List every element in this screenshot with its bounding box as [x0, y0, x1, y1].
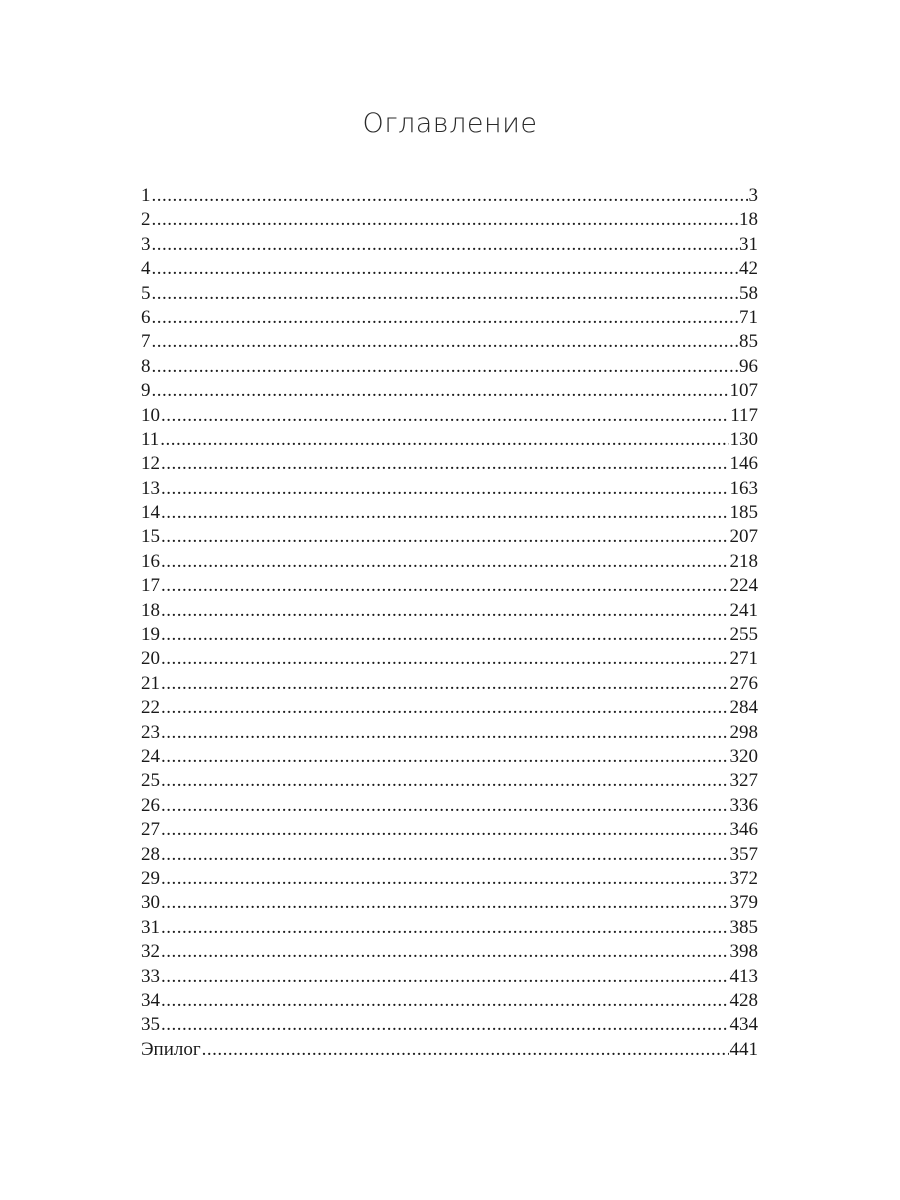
toc-dot-leader — [152, 233, 739, 257]
toc-entry[interactable] — [141, 208, 758, 232]
toc-entry-label: 35 — [141, 1014, 160, 1036]
toc-entry-page-number: 284 — [729, 697, 758, 719]
toc-entry[interactable] — [141, 696, 758, 720]
toc-entry[interactable] — [141, 330, 758, 354]
toc-dot-leader — [152, 184, 748, 208]
toc-entry[interactable] — [141, 647, 758, 671]
toc-entry-label: 25 — [141, 770, 160, 792]
toc-entry-label: 16 — [141, 550, 160, 572]
toc-dot-leader — [161, 574, 729, 598]
toc-entry-label: 10 — [141, 404, 160, 426]
toc-entry[interactable] — [141, 769, 758, 793]
toc-entry-page-number: 96 — [739, 355, 758, 377]
toc-entry-page-number: 346 — [729, 819, 758, 841]
toc-dot-leader — [161, 477, 729, 501]
toc-dot-leader — [152, 282, 739, 306]
toc-entry-label: 21 — [141, 672, 160, 694]
toc-entry-page-number: 357 — [729, 843, 758, 865]
toc-dot-leader — [161, 989, 729, 1013]
toc-entry[interactable] — [141, 574, 758, 598]
toc-entry[interactable] — [141, 989, 758, 1013]
toc-dot-leader — [161, 721, 729, 745]
toc-entry[interactable] — [141, 501, 758, 525]
toc-dot-leader — [202, 1038, 729, 1062]
toc-entry[interactable] — [141, 672, 758, 696]
toc-entry-page-number: 31 — [739, 233, 758, 255]
toc-entry-page-number: 224 — [729, 575, 758, 597]
toc-entry-page-number: 441 — [729, 1038, 758, 1060]
toc-entry-label: 26 — [141, 794, 160, 816]
toc-entry-page-number: 85 — [739, 331, 758, 353]
toc-entry-page-number: 71 — [739, 306, 758, 328]
toc-entry-page-number: 185 — [729, 502, 758, 524]
toc-entry-page-number: 298 — [729, 721, 758, 743]
toc-dot-leader — [152, 208, 739, 232]
toc-dot-leader — [161, 550, 729, 574]
toc-entry[interactable] — [141, 404, 758, 428]
toc-entry-page-number: 241 — [729, 599, 758, 621]
toc-entry-page-number: 18 — [739, 209, 758, 231]
toc-entry[interactable] — [141, 428, 758, 452]
toc-entry-label: 33 — [141, 965, 160, 987]
toc-entry[interactable] — [141, 867, 758, 891]
toc-entry[interactable] — [141, 940, 758, 964]
toc-dot-leader — [152, 379, 729, 403]
toc-entry[interactable] — [141, 745, 758, 769]
toc-entry[interactable] — [141, 233, 758, 257]
toc-entry-label: 2 — [141, 209, 151, 231]
toc-entry-label: 3 — [141, 233, 151, 255]
toc-dot-leader — [161, 501, 729, 525]
toc-dot-leader — [161, 794, 729, 818]
toc-entry-page-number: 107 — [729, 380, 758, 402]
toc-entry[interactable] — [141, 550, 758, 574]
toc-dot-leader — [161, 404, 729, 428]
toc-entry-page-number: 163 — [729, 477, 758, 499]
toc-entry[interactable] — [141, 599, 758, 623]
toc-entry-label: 13 — [141, 477, 160, 499]
toc-entry-page-number: 218 — [729, 550, 758, 572]
toc-entry-label: 27 — [141, 819, 160, 841]
toc-entry-page-number: 207 — [729, 526, 758, 548]
toc-entry-label: 34 — [141, 989, 160, 1011]
toc-entry[interactable] — [141, 818, 758, 842]
toc-dot-leader — [161, 769, 729, 793]
toc-entry-label: 15 — [141, 526, 160, 548]
table-of-contents — [141, 184, 758, 1062]
toc-dot-leader — [152, 330, 739, 354]
toc-entry-page-number: 385 — [729, 916, 758, 938]
toc-entry-label: 9 — [141, 380, 151, 402]
toc-entry-label: 19 — [141, 624, 160, 646]
toc-entry-page-number: 146 — [729, 453, 758, 475]
toc-entry[interactable] — [141, 1038, 758, 1062]
toc-dot-leader — [161, 940, 729, 964]
toc-entry[interactable] — [141, 257, 758, 281]
toc-dot-leader — [161, 525, 729, 549]
toc-entry-label: 18 — [141, 599, 160, 621]
toc-entry-label: 7 — [141, 331, 151, 353]
toc-entry-page-number: 271 — [729, 648, 758, 670]
toc-entry-label: Эпилог — [141, 1038, 201, 1060]
toc-entry-page-number: 130 — [729, 428, 758, 450]
toc-entry-label: 6 — [141, 306, 151, 328]
toc-entry[interactable] — [141, 721, 758, 745]
toc-entry[interactable] — [141, 477, 758, 501]
toc-entry[interactable] — [141, 891, 758, 915]
toc-entry-page-number: 434 — [729, 1014, 758, 1036]
toc-entry-page-number: 276 — [729, 672, 758, 694]
toc-entry-label: 31 — [141, 916, 160, 938]
toc-dot-leader — [161, 818, 729, 842]
toc-entry-page-number: 398 — [729, 941, 758, 963]
toc-dot-leader — [161, 891, 729, 915]
toc-entry-label: 22 — [141, 697, 160, 719]
toc-dot-leader — [161, 843, 729, 867]
toc-dot-leader — [152, 355, 739, 379]
toc-entry-page-number: 42 — [739, 258, 758, 280]
toc-entry[interactable] — [141, 965, 758, 989]
toc-entry[interactable] — [141, 355, 758, 379]
toc-entry[interactable] — [141, 306, 758, 330]
toc-entry-label: 8 — [141, 355, 151, 377]
toc-entry-label: 20 — [141, 648, 160, 670]
toc-entry-page-number: 372 — [729, 867, 758, 889]
toc-dot-leader — [161, 696, 729, 720]
toc-entry-page-number: 58 — [739, 282, 758, 304]
toc-entry-page-number: 320 — [729, 745, 758, 767]
toc-dot-leader — [161, 623, 729, 647]
toc-entry-page-number: 3 — [748, 185, 758, 206]
page-title: Оглавление — [362, 108, 538, 139]
toc-entry[interactable] — [141, 916, 758, 940]
toc-entry[interactable] — [141, 525, 758, 549]
toc-entry-label: 23 — [141, 721, 160, 743]
toc-dot-leader — [161, 745, 729, 769]
toc-entry-label: 29 — [141, 867, 160, 889]
toc-entry-label: 24 — [141, 745, 160, 767]
toc-entry-label: 5 — [141, 282, 151, 304]
toc-entry-page-number: 327 — [729, 770, 758, 792]
toc-dot-leader — [161, 647, 729, 671]
toc-entry-page-number: 413 — [729, 965, 758, 987]
toc-entry-label: 14 — [141, 502, 160, 524]
toc-dot-leader — [161, 672, 729, 696]
toc-dot-leader — [161, 599, 729, 623]
toc-entry-label: 1 — [141, 185, 151, 206]
toc-entry-page-number: 255 — [729, 624, 758, 646]
toc-dot-leader — [161, 867, 729, 891]
toc-dot-leader — [152, 306, 739, 330]
toc-dot-leader — [161, 452, 729, 476]
toc-entry[interactable] — [141, 794, 758, 818]
toc-entry-label: 4 — [141, 258, 151, 280]
toc-entry-label: 12 — [141, 453, 160, 475]
toc-dot-leader — [152, 257, 739, 281]
toc-entry[interactable] — [141, 452, 758, 476]
toc-entry-label: 28 — [141, 843, 160, 865]
toc-entry-page-number: 336 — [729, 794, 758, 816]
toc-dot-leader — [161, 1013, 729, 1037]
toc-entry-page-number: 379 — [729, 892, 758, 914]
toc-entry[interactable] — [141, 843, 758, 867]
toc-entry-label: 32 — [141, 941, 160, 963]
toc-entry[interactable] — [141, 184, 758, 208]
toc-entry-label: 17 — [141, 575, 160, 597]
toc-entry-page-number: 117 — [730, 404, 758, 426]
toc-entry-label: 30 — [141, 892, 160, 914]
toc-entry[interactable] — [141, 623, 758, 647]
toc-entry-page-number: 428 — [729, 989, 758, 1011]
toc-dot-leader — [160, 428, 728, 452]
toc-entry[interactable] — [141, 282, 758, 306]
toc-entry-label: 11 — [141, 428, 160, 450]
toc-entry[interactable] — [141, 379, 758, 403]
toc-dot-leader — [161, 916, 729, 940]
toc-dot-leader — [161, 965, 729, 989]
toc-entry[interactable] — [141, 1013, 758, 1037]
